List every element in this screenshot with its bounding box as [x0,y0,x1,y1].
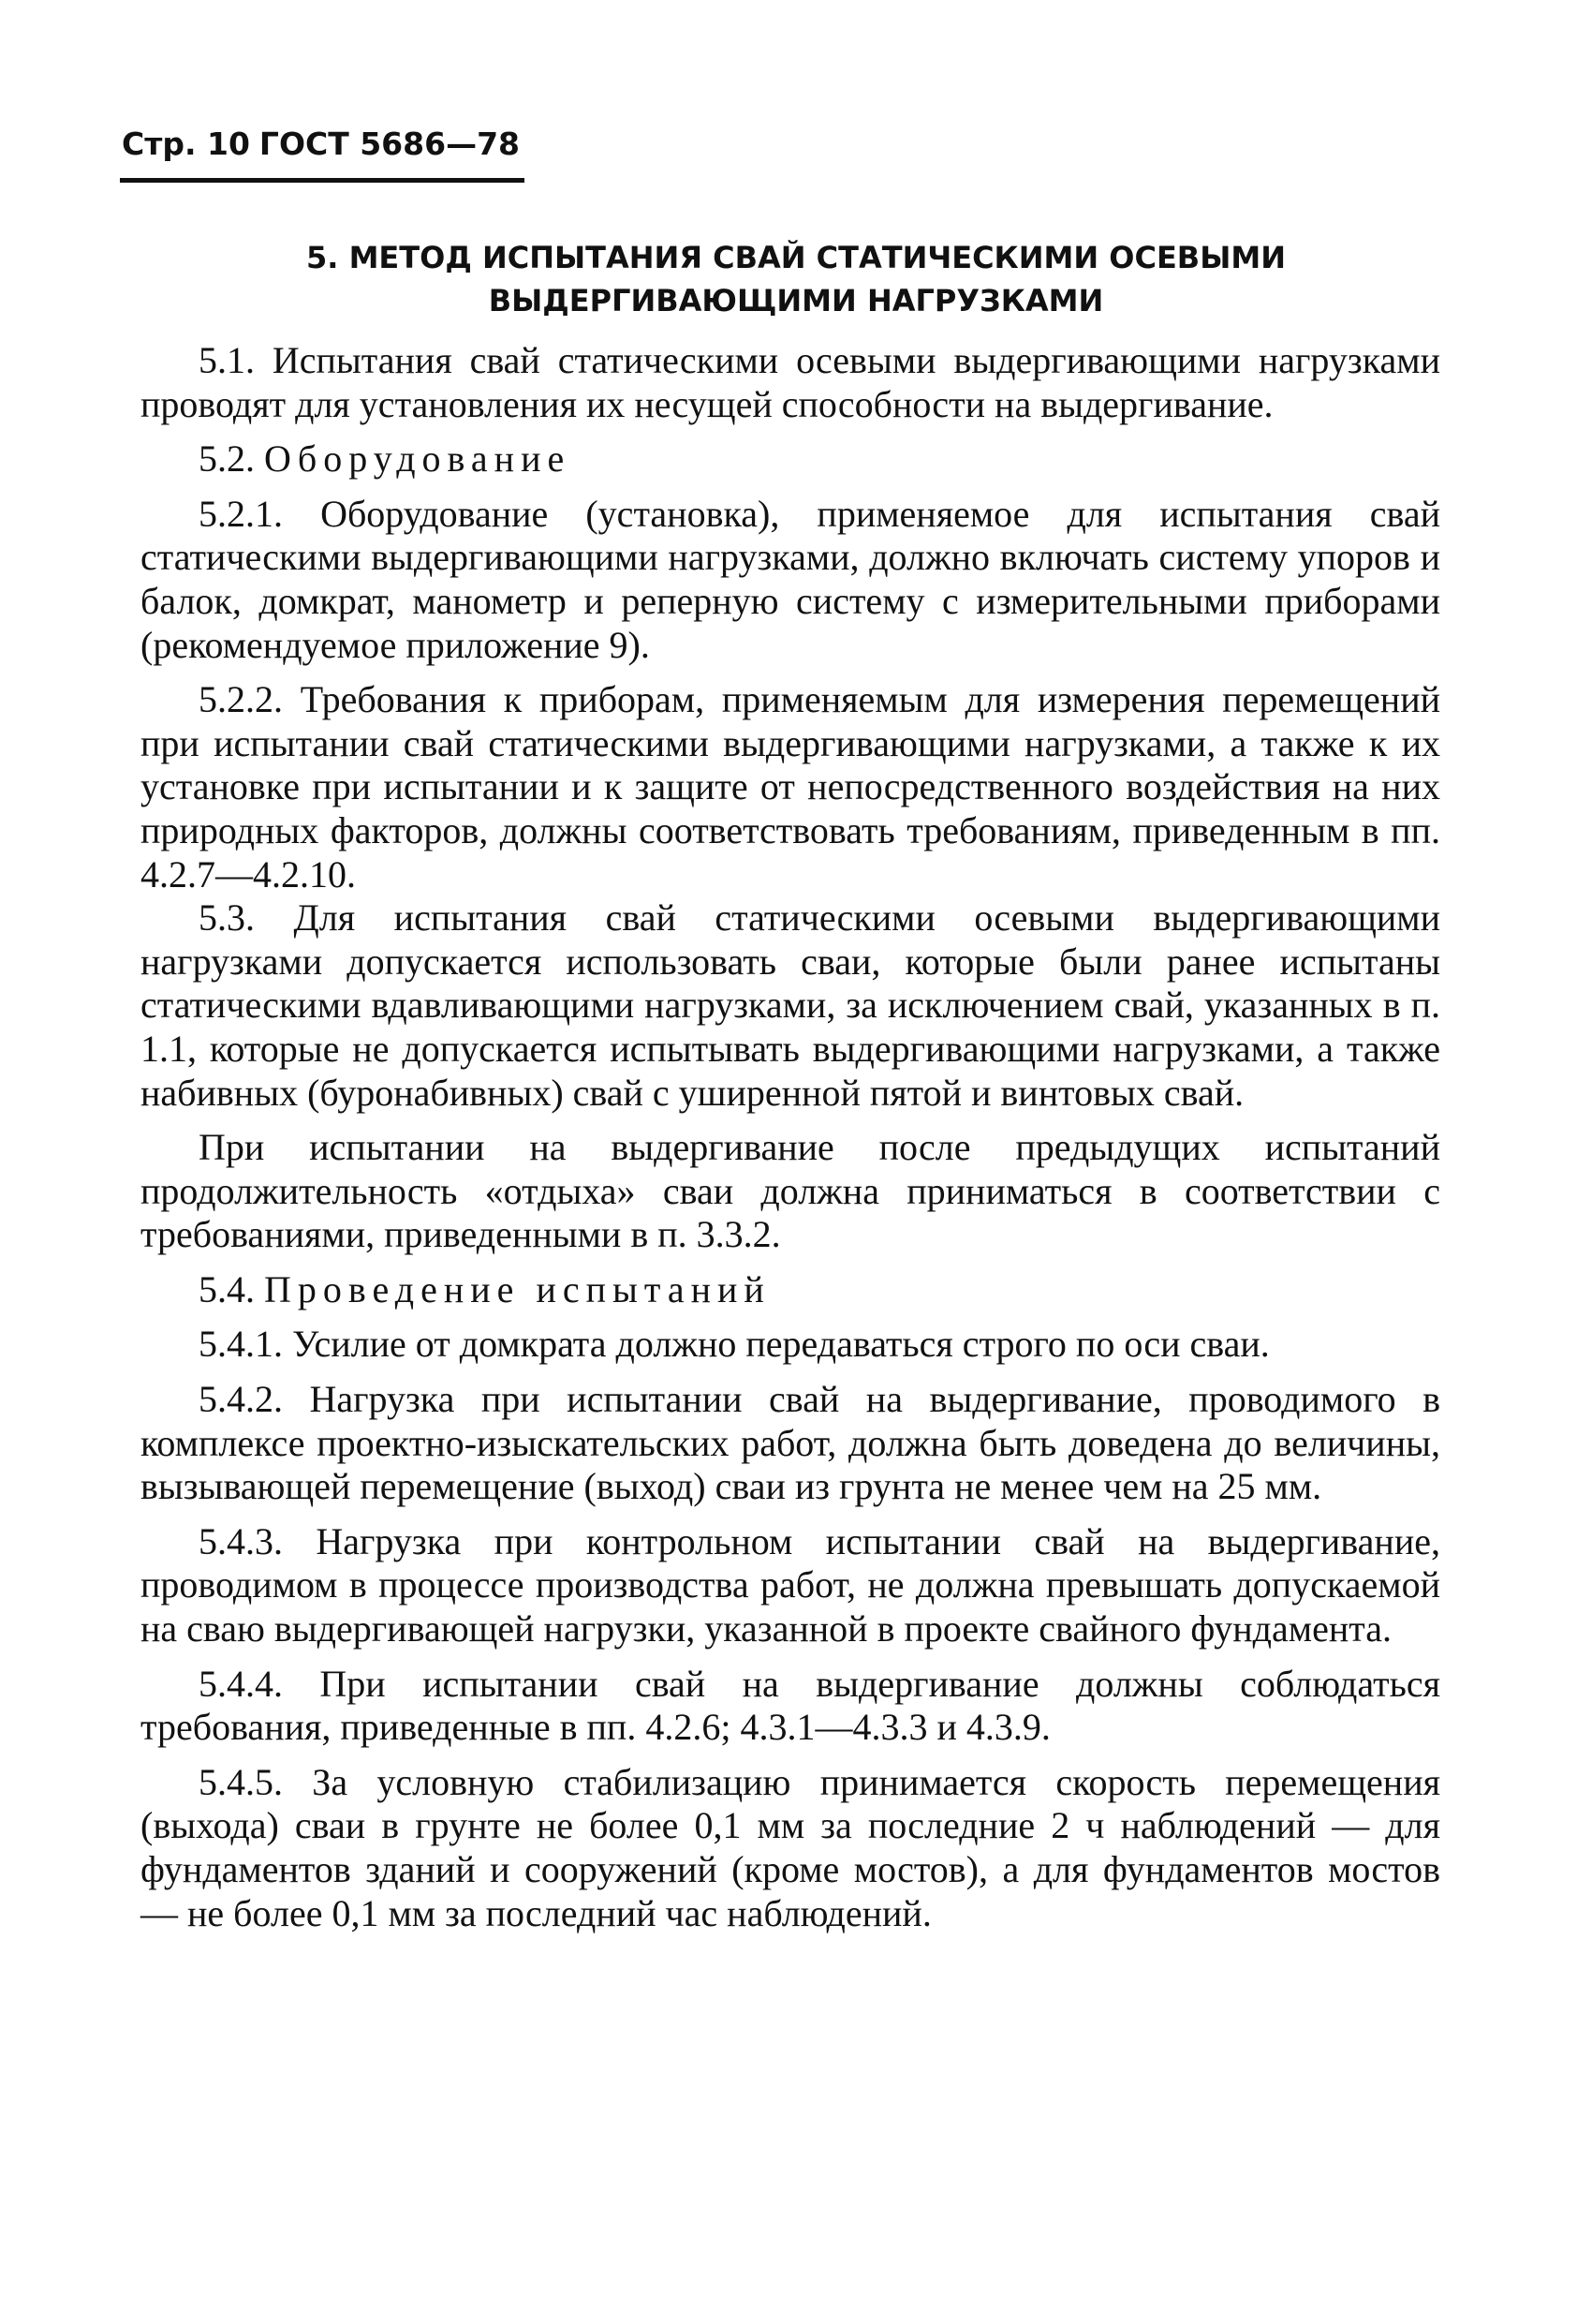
subsection-5-4-title: Проведение испытаний [264,1267,771,1310]
document-body [140,339,1440,1935]
gost-code: ГОСТ 5686—78 [258,126,520,162]
paragraph-5-4-3: 5.4.3. Нагрузка при контрольном испытании свай на выдергивание, проводимом в процессе производства работ, не должна превышать допускаемой на сваю выдергивающей нагрузки, указанной в проекте свайного фундамента. [140,1519,1440,1650]
page-header [122,126,520,162]
paragraph-5-3-continued: При испытании на выдергивание после предыдущих испытаний продолжительность «отдыха» сваи должна приниматься в соответствии с требованиями, приведенными в п. 3.3.2. [140,1126,1440,1256]
paragraph-5-4-5: 5.4.5. За условную стабилизацию принимается скорость перемещения (выхода) сваи в грунте не более 0,1 мм за последние 2 ч наблюдений — для фундаментов зданий и сооружений (кроме мостов), а для фундаментов мостов — не более 0,1 мм за последний час наблюдений. [140,1760,1440,1934]
subsection-5-4-heading [140,1268,1440,1312]
section-title [122,236,1470,322]
paragraph-5-3: 5.3. Для испытания свай статическими осевыми выдергивающими нагрузками допускается использовать сваи, которые были ранее испытаны статическими вдавливающими нагрузками, за исключением свай, указанных в п. 1.1, которые не допускается испытывать выдергивающими нагрузками, а также набивных (буронабивных) свай с уширенной пятой и винтовых свай. [140,896,1440,1114]
section-title-line-1: 5. МЕТОД ИСПЫТАНИЯ СВАЙ СТАТИЧЕСКИМИ ОСЕВЫМИ [306,240,1286,275]
page-number: Стр. 10 [122,126,250,162]
header-rule [120,178,524,183]
subsection-5-4-number: 5.4. [199,1267,264,1310]
paragraph-5-4-2: 5.4.2. Нагрузка при испытании свай на выдергивание, проводимого в комплексе проектно-изыскательских работ, должна быть доведена до величины, вызывающей перемещение (выход) сваи из грунта не менее чем на 25 мм. [140,1378,1440,1508]
paragraph-5-4-1: 5.4.1. Усилие от домкрата должно передаваться строго по оси сваи. [199,1323,1270,1366]
paragraph-5-2-1: 5.2.1. Оборудование (установка), применяемое для испытания свай статическими выдергивающими нагрузками, должно включать систему упоров и балок, домкрат, манометр и реперную систему с измерительными приборами (рекомендуемое приложение 9). [140,492,1440,666]
paragraph-5-2-2: 5.2.2. Требования к приборам, применяемым для измерения перемещений при испытании свай статическими выдергивающими нагрузками, а также к их установке при испытании и к защите от непосредственного воздействия на них природных факторов, должны соответствовать требованиям, приведенным в пп. 4.2.7—4.2.10. [140,678,1440,896]
section-title-line-2: ВЫДЕРГИВАЮЩИМИ НАГРУЗКАМИ [488,283,1104,318]
subsection-5-2-title: Оборудование [264,437,571,481]
subsection-5-2-heading [140,437,1440,481]
paragraph-5-1: 5.1. Испытания свай статическими осевыми выдергивающими нагрузками проводят для установления их несущей способности на выдергивание. [140,339,1440,425]
paragraph-5-4-4: 5.4.4. При испытании свай на выдергивание должны соблюдаться требования, приведенные в пп. 4.2.6; 4.3.1—4.3.3 и 4.3.9. [140,1662,1440,1749]
subsection-5-2-number: 5.2. [199,437,264,481]
